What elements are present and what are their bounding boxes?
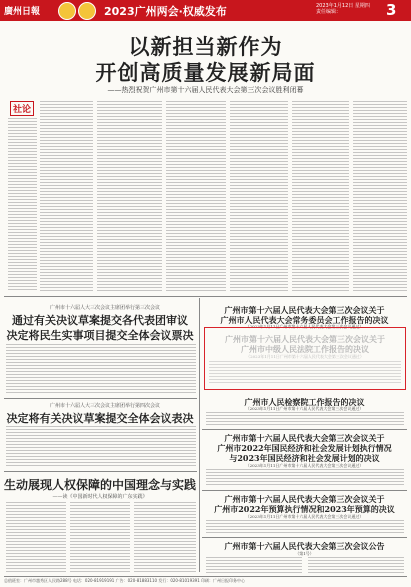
article-divider-1 bbox=[4, 398, 197, 399]
article2-kicker: 广州市十六届人大三次会议主席团举行第四次会议 bbox=[49, 403, 160, 409]
announcement-number: （第1号） bbox=[295, 551, 314, 556]
editor-text: 责任编辑： bbox=[316, 9, 342, 15]
article1-title-line1: 通过有关决议草案提交各代表团审议 bbox=[12, 314, 188, 327]
editorial-body-col6 bbox=[353, 101, 407, 291]
article2-body bbox=[6, 426, 196, 468]
emblem-icon-2 bbox=[78, 2, 96, 20]
page-number: 3 bbox=[386, 1, 397, 19]
date-text: 2023年1月12日 星期四 bbox=[316, 3, 370, 9]
resolution1-title-line1: 广州市第十六届人民代表大会第三次会议关于 bbox=[224, 305, 385, 315]
article3-body-col2 bbox=[70, 502, 130, 574]
resolution5-title-line2: 广州市2022年预算执行情况和2023年预算的决议 bbox=[214, 504, 395, 514]
emblem-icon bbox=[58, 2, 76, 20]
article3-title: 生动展现人权保障的中国理念与实践 bbox=[4, 478, 197, 492]
footer-rule bbox=[4, 576, 407, 577]
editorial-divider bbox=[4, 296, 407, 297]
resolution1-title-line2: 广州市人民代表大会常务委员会工作报告的决议 bbox=[220, 315, 389, 325]
editorial-tag: 社论 bbox=[10, 101, 34, 116]
highlight-box bbox=[204, 327, 406, 390]
article3-body-col1 bbox=[6, 502, 66, 574]
article1-title-line2: 决定将民生实事项目提交全体会议票决 bbox=[6, 329, 194, 342]
resolution3-title: 广州市人民检察院工作报告的决议 bbox=[244, 397, 365, 407]
resolution2-date: （2023年1月11日广州市第十六届人民代表大会第三次会议通过） bbox=[246, 354, 364, 359]
resolution4-title-line1: 广州市第十六届人民代表大会第三次会议关于 bbox=[224, 433, 385, 443]
resolution2-title-line1: 广州市第十六届人民代表大会第三次会议关于 bbox=[225, 334, 385, 344]
editorial-body-col4 bbox=[230, 101, 288, 291]
resolution4-body bbox=[206, 469, 404, 487]
lead-headline-line1: 以新担当新作为 bbox=[128, 34, 283, 59]
resolution-divider-2 bbox=[202, 490, 407, 491]
resolution5-body bbox=[206, 520, 404, 534]
footer-info: 总值班室：广州市越秀区人民路288号 电话：020-81919191 广告：020-81883110 发行：020-81019391 印刷：广州日报印务中心 bbox=[4, 578, 246, 583]
resolution5-title-line1: 广州市第十六届人民代表大会第三次会议关于 bbox=[224, 494, 385, 504]
article-divider-2 bbox=[4, 471, 197, 472]
resolution-divider-3 bbox=[202, 537, 407, 538]
resolution-divider-1 bbox=[202, 429, 407, 430]
resolution1-date: （2023年1月11日广州市第十六届人民代表大会第三次会议通过） bbox=[245, 324, 364, 329]
article1-body bbox=[6, 344, 196, 394]
announcement-body-col2 bbox=[308, 557, 404, 574]
resolution4-title-line3: 与2023年国民经济和社会发展计划的决议 bbox=[229, 453, 380, 463]
newspaper-logo: 廣州日報 bbox=[4, 7, 41, 17]
resolution3-body bbox=[206, 412, 404, 426]
article3-subtitle: ——读《中国新时代人权保障的广东实践》 bbox=[52, 494, 148, 500]
resolution2-body bbox=[209, 361, 401, 385]
announcement-title: 广州市第十六届人民代表大会第三次会议公告 bbox=[224, 541, 385, 551]
editorial-body-col5 bbox=[292, 101, 349, 291]
article3-body-col3 bbox=[134, 502, 196, 574]
section-title: 2023广州两会·权威发布 bbox=[104, 5, 227, 18]
editorial-body-col3 bbox=[166, 101, 226, 291]
article1-kicker: 广州市十六届人大三次会议主席团举行第三次会议 bbox=[49, 305, 160, 311]
editorial-body-col0 bbox=[8, 118, 37, 291]
editorial-body-col1 bbox=[40, 101, 93, 291]
article2-title: 决定将有关决议草案提交全体会议表决 bbox=[6, 412, 194, 425]
announcement-body-col1 bbox=[206, 557, 302, 574]
column-divider bbox=[199, 298, 200, 572]
lead-headline-line2: 开创高质量发展新局面 bbox=[95, 60, 316, 85]
resolution3-date: （2023年1月11日广州市第十六届人民代表大会第三次会议通过） bbox=[245, 406, 364, 411]
resolution4-title-line2: 广州市2022年国民经济和社会发展计划执行情况 bbox=[217, 443, 392, 453]
lead-subhead: ——热烈祝贺广州市第十六届人民代表大会第三次会议胜利闭幕 bbox=[107, 86, 304, 94]
editorial-body-col2 bbox=[97, 101, 162, 291]
resolution4-date: （2023年1月11日广州市第十六届人民代表大会第三次会议通过） bbox=[245, 463, 364, 468]
date-line bbox=[316, 3, 376, 15]
resolution2-title-line2: 广州市中级人民法院工作报告的决议 bbox=[241, 344, 369, 354]
resolution5-date: （2023年1月11日广州市第十六届人民代表大会第三次会议通过） bbox=[245, 514, 364, 519]
